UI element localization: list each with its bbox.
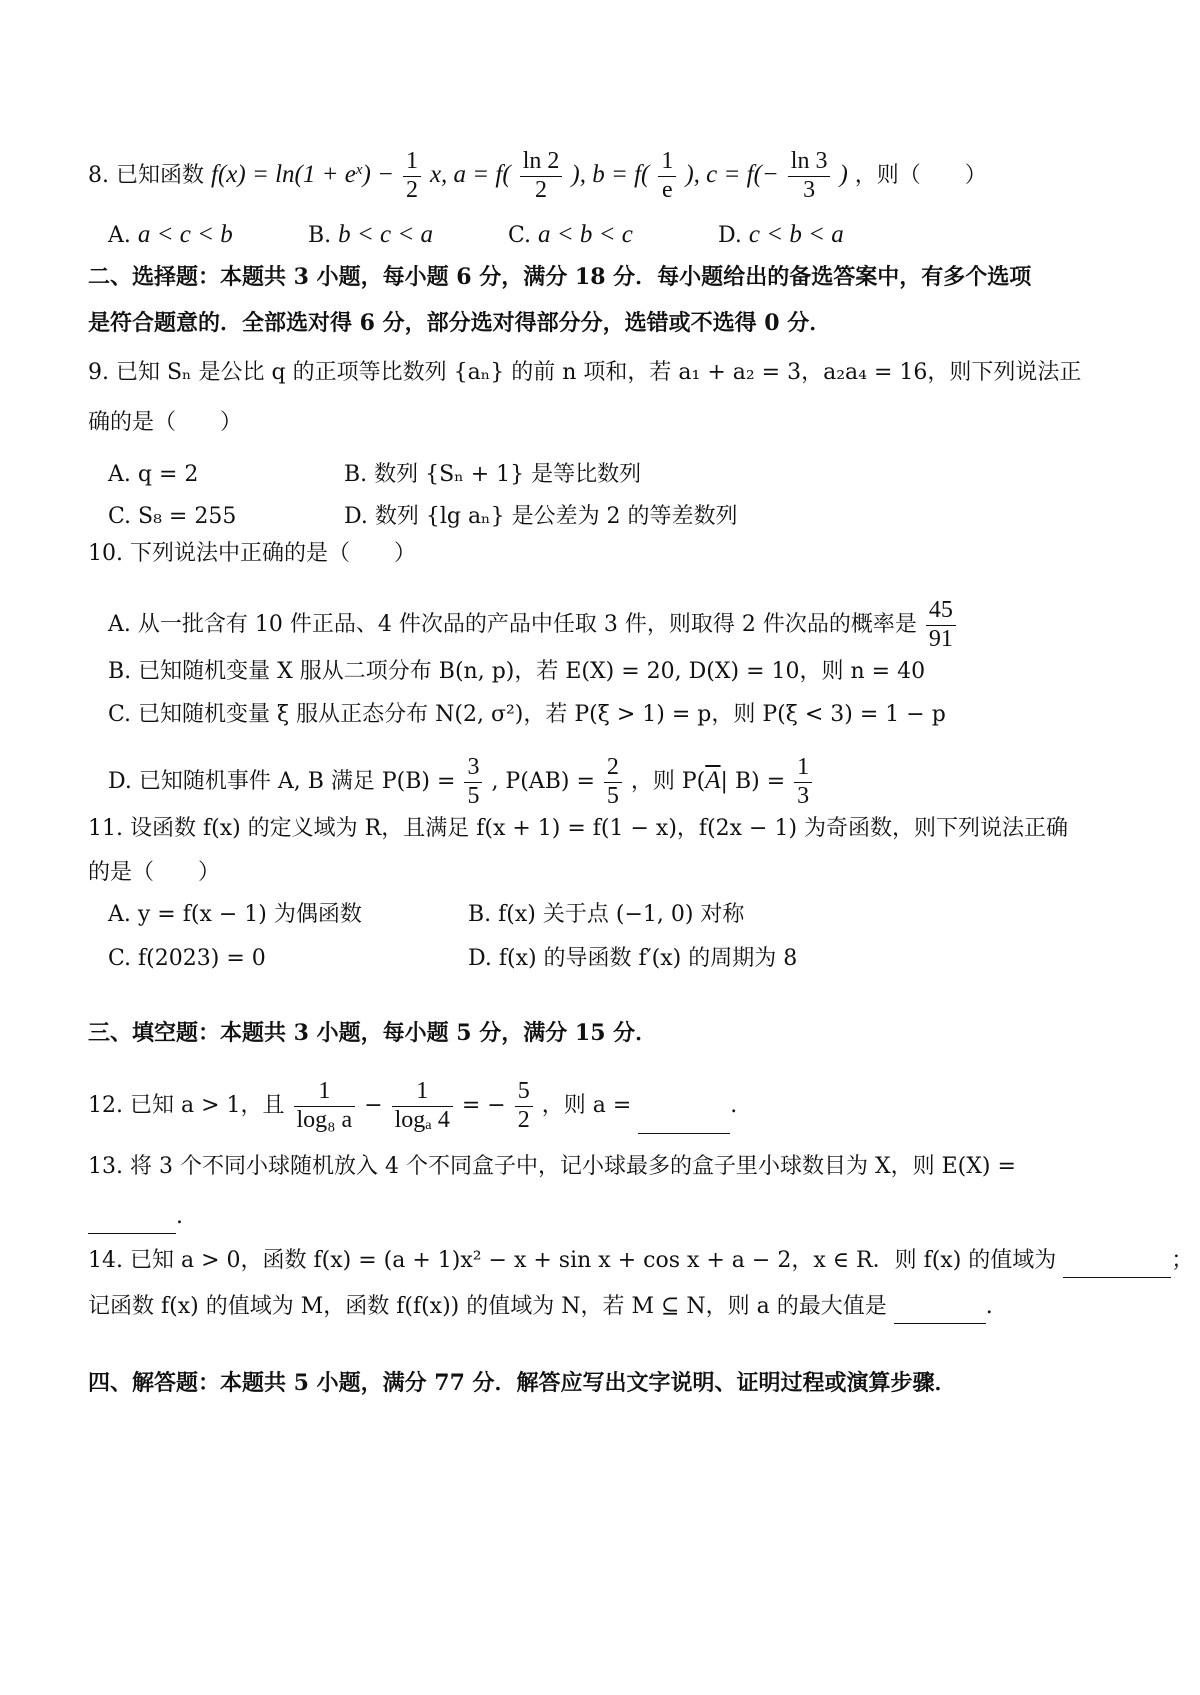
denominator: 5	[606, 782, 619, 809]
punctuation: .	[176, 1204, 183, 1229]
question-text: ，则（ ）	[854, 163, 987, 189]
numerator: 1	[403, 148, 421, 177]
section-3-heading: 三、填空题：本题共 3 小题，每小题 5 分，满分 15 分．	[88, 1020, 658, 1046]
option-text: A. 从一批含有 10 件正品、4 件次品的产品中任取 3 件，则取得 2 件次品的概率是	[108, 612, 917, 638]
denominator: log₈ a	[296, 1106, 353, 1133]
option-text: a < c < b	[137, 221, 233, 248]
formula-part: ) −	[362, 161, 394, 189]
fraction	[926, 597, 956, 653]
complement-event: $\overline{A}$	[705, 767, 721, 795]
option-text: b < c < a	[338, 221, 434, 248]
question-9-stem: 9. 已知 Sₙ 是公比 q 的正项等比数列 {aₙ} 的前 n 项和，若 a₁ + a₂ = 3，a₂a₄ = 16，则下列说法正	[88, 360, 1082, 385]
question-text: 记函数 f(x) 的值域为 M，函数 f(f(x)) 的值域为 N，若 M ⊆ N，则 a 的最大值是	[88, 1294, 887, 1319]
question-11-stem: 11. 设函数 f(x) 的定义域为 R，且满足 f(x + 1) = f(1 − x)，f(2x − 1) 为奇函数，则下列说法正确	[88, 816, 1069, 841]
denominator: 91	[928, 625, 953, 652]
question-text: ，则 a =	[541, 1093, 632, 1119]
question-8-stem	[88, 148, 987, 204]
question-10-stem: 10. 下列说法中正确的是（ ）	[88, 541, 416, 566]
option-letter: A.	[108, 223, 131, 248]
option-a	[108, 597, 958, 653]
formula-part: ), c = f(−	[685, 161, 779, 189]
formula-part: ), b = f(	[571, 161, 650, 189]
option-text: c < b < a	[748, 221, 844, 248]
fraction	[515, 1078, 533, 1134]
formula-part: )	[839, 161, 848, 189]
numerator: 1	[658, 148, 676, 177]
question-13-stem: 13. 将 3 个不同小球随机放入 4 个不同盒子中，记小球最多的盒子里小球数目为 X，则 E(X) =	[88, 1154, 1016, 1179]
denominator: 2	[405, 176, 418, 203]
option-a: A. q = 2	[108, 462, 199, 487]
fraction	[464, 754, 482, 810]
denominator: 2	[535, 176, 548, 203]
fraction	[392, 1078, 453, 1134]
question-13-answer-line	[88, 1200, 183, 1234]
formula-superscript: x	[355, 161, 363, 178]
answer-blank[interactable]	[1063, 1253, 1171, 1278]
denominator: 3	[803, 176, 816, 203]
numerator: 1	[294, 1078, 356, 1107]
option-c	[508, 218, 633, 253]
numerator: 3	[464, 754, 482, 783]
fraction	[294, 1078, 356, 1134]
option-a: A. y = f(x − 1) 为偶函数	[108, 902, 362, 927]
question-9-stem-cont: 确的是（ ）	[88, 410, 243, 435]
option-d	[108, 754, 814, 810]
numerator: 2	[604, 754, 622, 783]
question-text: 14. 已知 a > 0，函数 f(x) = (a + 1)x² − x + sin x + cos x + a − 2，x ∈ R．则 f(x) 的值域为	[88, 1248, 1057, 1273]
formula-part: x, a = f(	[429, 161, 511, 189]
option-letter: C.	[508, 223, 532, 248]
option-d: D. f(x) 的导函数 f′(x) 的周期为 8	[468, 946, 798, 971]
section-4-heading: 四、解答题：本题共 5 小题，满分 77 分．解答应写出文字说明、证明过程或演算步骤．	[88, 1370, 957, 1396]
answer-blank[interactable]	[88, 1209, 176, 1234]
option-d: D. 数列 {lg aₙ} 是公差为 2 的等差数列	[344, 504, 738, 529]
operator: = −	[461, 1093, 506, 1119]
question-14-stem	[88, 1244, 1193, 1278]
option-b: B. 已知随机变量 X 服从二项分布 B(n, p)，若 E(X) = 20, D(X) = 10，则 n = 40	[108, 659, 926, 684]
option-c: C. f(2023) = 0	[108, 946, 266, 971]
formula-part: f(x) = ln(1 + e	[211, 161, 356, 189]
answer-blank[interactable]	[638, 1109, 730, 1134]
option-c: C. 已知随机变量 ξ 服从正态分布 N(2, σ²)，若 P(ξ > 1) = p，则 P(ξ < 3) = 1 − p	[108, 702, 946, 727]
option-text: | B) =	[720, 769, 786, 795]
numerator: 1	[392, 1078, 453, 1107]
question-12	[88, 1078, 737, 1134]
question-text: 已知函数	[116, 163, 205, 189]
option-b: B. 数列 {Sₙ + 1} 是等比数列	[344, 462, 642, 487]
fraction	[403, 148, 421, 204]
denominator: logₐ 4	[394, 1106, 450, 1133]
punctuation: .	[985, 1294, 993, 1319]
denominator: 3	[797, 782, 810, 809]
denominator: e	[662, 176, 673, 203]
numerator: ln 2	[520, 148, 563, 177]
section-2-heading: 二、选择题：本题共 3 小题，每小题 6 分，满分 18 分．每小题给出的备选答案中，有多个选项	[88, 264, 1032, 290]
option-d	[718, 218, 844, 253]
option-text: , P(AB) =	[491, 769, 595, 795]
denominator: 5	[467, 782, 480, 809]
operator: −	[364, 1093, 383, 1119]
option-b	[308, 218, 433, 253]
section-2-heading-cont: 是符合题意的．全部选对得 6 分，部分选对得部分分，选错或不选得 0 分．	[88, 310, 832, 336]
numerator: ln 3	[788, 148, 831, 177]
fraction	[788, 148, 831, 204]
option-a	[108, 218, 233, 253]
numerator: 1	[794, 754, 812, 783]
denominator: 2	[517, 1106, 530, 1133]
fraction	[604, 754, 622, 810]
question-text: 12. 已知 a > 1，且	[88, 1093, 285, 1119]
punctuation: .	[730, 1093, 738, 1119]
answer-blank[interactable]	[894, 1299, 986, 1324]
question-11-stem-cont: 的是（ ）	[88, 860, 221, 885]
question-number: 8.	[88, 163, 109, 189]
option-text: a < b < c	[538, 221, 633, 248]
option-c: C. S₈ = 255	[108, 504, 237, 529]
option-b: B. f(x) 关于点 (−1, 0) 对称	[468, 902, 745, 927]
fraction	[658, 148, 676, 204]
punctuation: ；	[1171, 1248, 1194, 1273]
option-text: ，则 P(	[630, 769, 706, 795]
option-letter: D.	[718, 223, 742, 248]
fraction	[794, 754, 812, 810]
fraction	[520, 148, 563, 204]
question-14-stem-cont	[88, 1290, 993, 1324]
numerator: 45	[926, 597, 956, 626]
option-letter: B.	[308, 223, 332, 248]
numerator: 5	[515, 1078, 533, 1107]
option-text: D. 已知随机事件 A, B 满足 P(B) =	[108, 769, 456, 795]
